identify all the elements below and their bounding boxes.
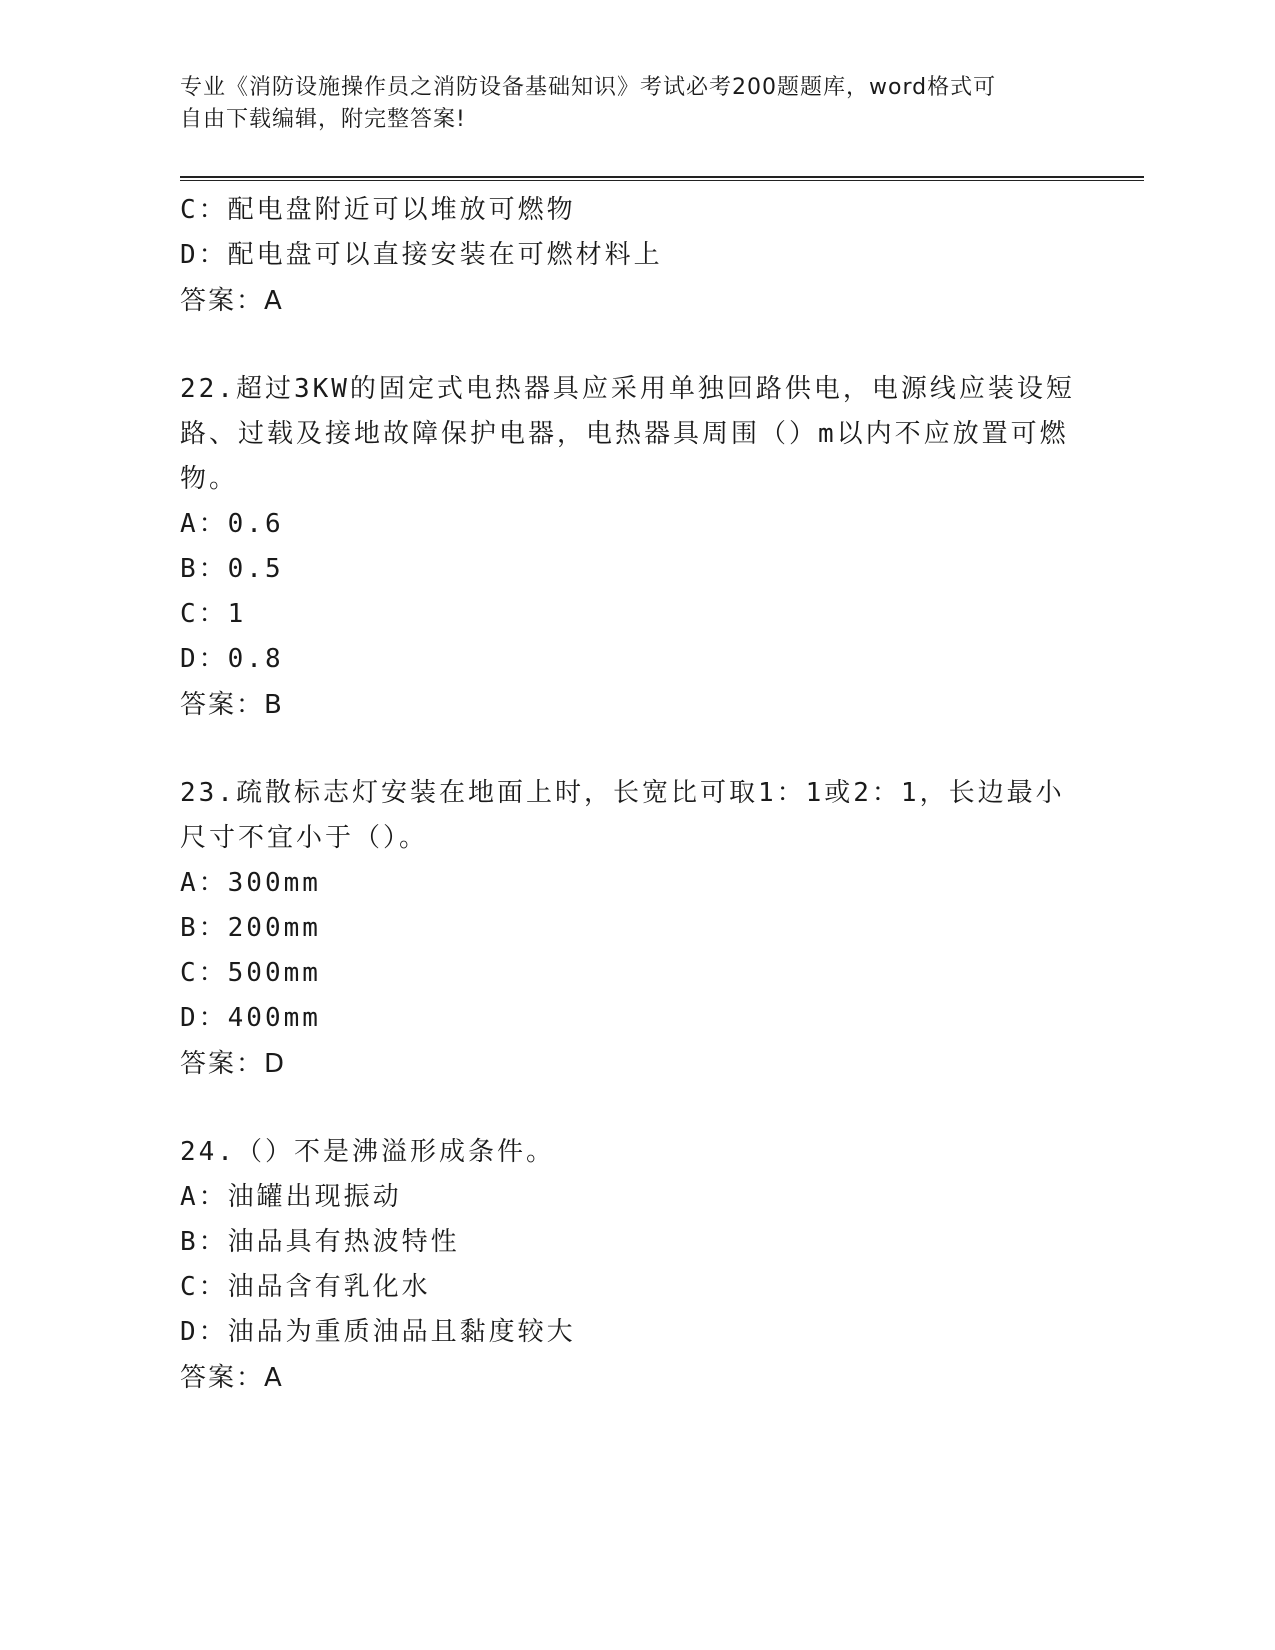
option-d: D：配电盘可以直接安装在可燃材料上 bbox=[180, 240, 663, 270]
document-body bbox=[180, 188, 1080, 1401]
option-c: C：油品含有乳化水 bbox=[180, 1272, 431, 1302]
option-a: A：油罐出现振动 bbox=[180, 1182, 402, 1212]
option-b: B：0.5 bbox=[180, 554, 284, 584]
option-a: A：300mm bbox=[180, 868, 321, 898]
question-stem-line: 尺寸不宜小于（）。 bbox=[180, 823, 429, 853]
question-stem-line: 物。 bbox=[180, 464, 239, 494]
question-24 bbox=[180, 1130, 1080, 1401]
question-stem-line: 路、过载及接地故障保护电器，电热器具周围（）m以内不应放置可燃 bbox=[180, 419, 1069, 449]
previous-question-tail bbox=[180, 188, 1080, 324]
header-line-1: 专业《消防设施操作员之消防设备基础知识》考试必考200题题库，word格式可 bbox=[180, 75, 997, 100]
option-c: C：500mm bbox=[180, 958, 321, 988]
page-header bbox=[180, 72, 1060, 136]
option-b: B：油品具有热波特性 bbox=[180, 1227, 460, 1257]
question-stem-line: 24.（）不是沸溢形成条件。 bbox=[180, 1137, 555, 1167]
option-d: D：400mm bbox=[180, 1003, 321, 1033]
header-line-2: 自由下载编辑，附完整答案! bbox=[180, 107, 466, 132]
option-b: B：200mm bbox=[180, 913, 321, 943]
header-divider bbox=[180, 176, 1144, 181]
spacer bbox=[180, 1087, 1080, 1130]
answer-line: 答案：A bbox=[180, 286, 284, 316]
option-d: D：0.8 bbox=[180, 644, 284, 674]
option-d: D：油品为重质油品且黏度较大 bbox=[180, 1317, 576, 1347]
question-stem-line: 22.超过3KW的固定式电热器具应采用单独回路供电，电源线应装设短 bbox=[180, 374, 1075, 404]
spacer bbox=[180, 324, 1080, 367]
question-22 bbox=[180, 367, 1080, 728]
option-a: A：0.6 bbox=[180, 509, 284, 539]
answer-line: 答案：A bbox=[180, 1363, 284, 1393]
answer-line: 答案：D bbox=[180, 1049, 287, 1079]
option-c: C：配电盘附近可以堆放可燃物 bbox=[180, 195, 576, 225]
answer-line: 答案：B bbox=[180, 690, 284, 720]
question-stem-line: 23.疏散标志灯安装在地面上时，长宽比可取1：1或2：1，长边最小 bbox=[180, 778, 1065, 808]
spacer bbox=[180, 728, 1080, 771]
option-c: C：1 bbox=[180, 599, 247, 629]
question-23 bbox=[180, 771, 1080, 1087]
